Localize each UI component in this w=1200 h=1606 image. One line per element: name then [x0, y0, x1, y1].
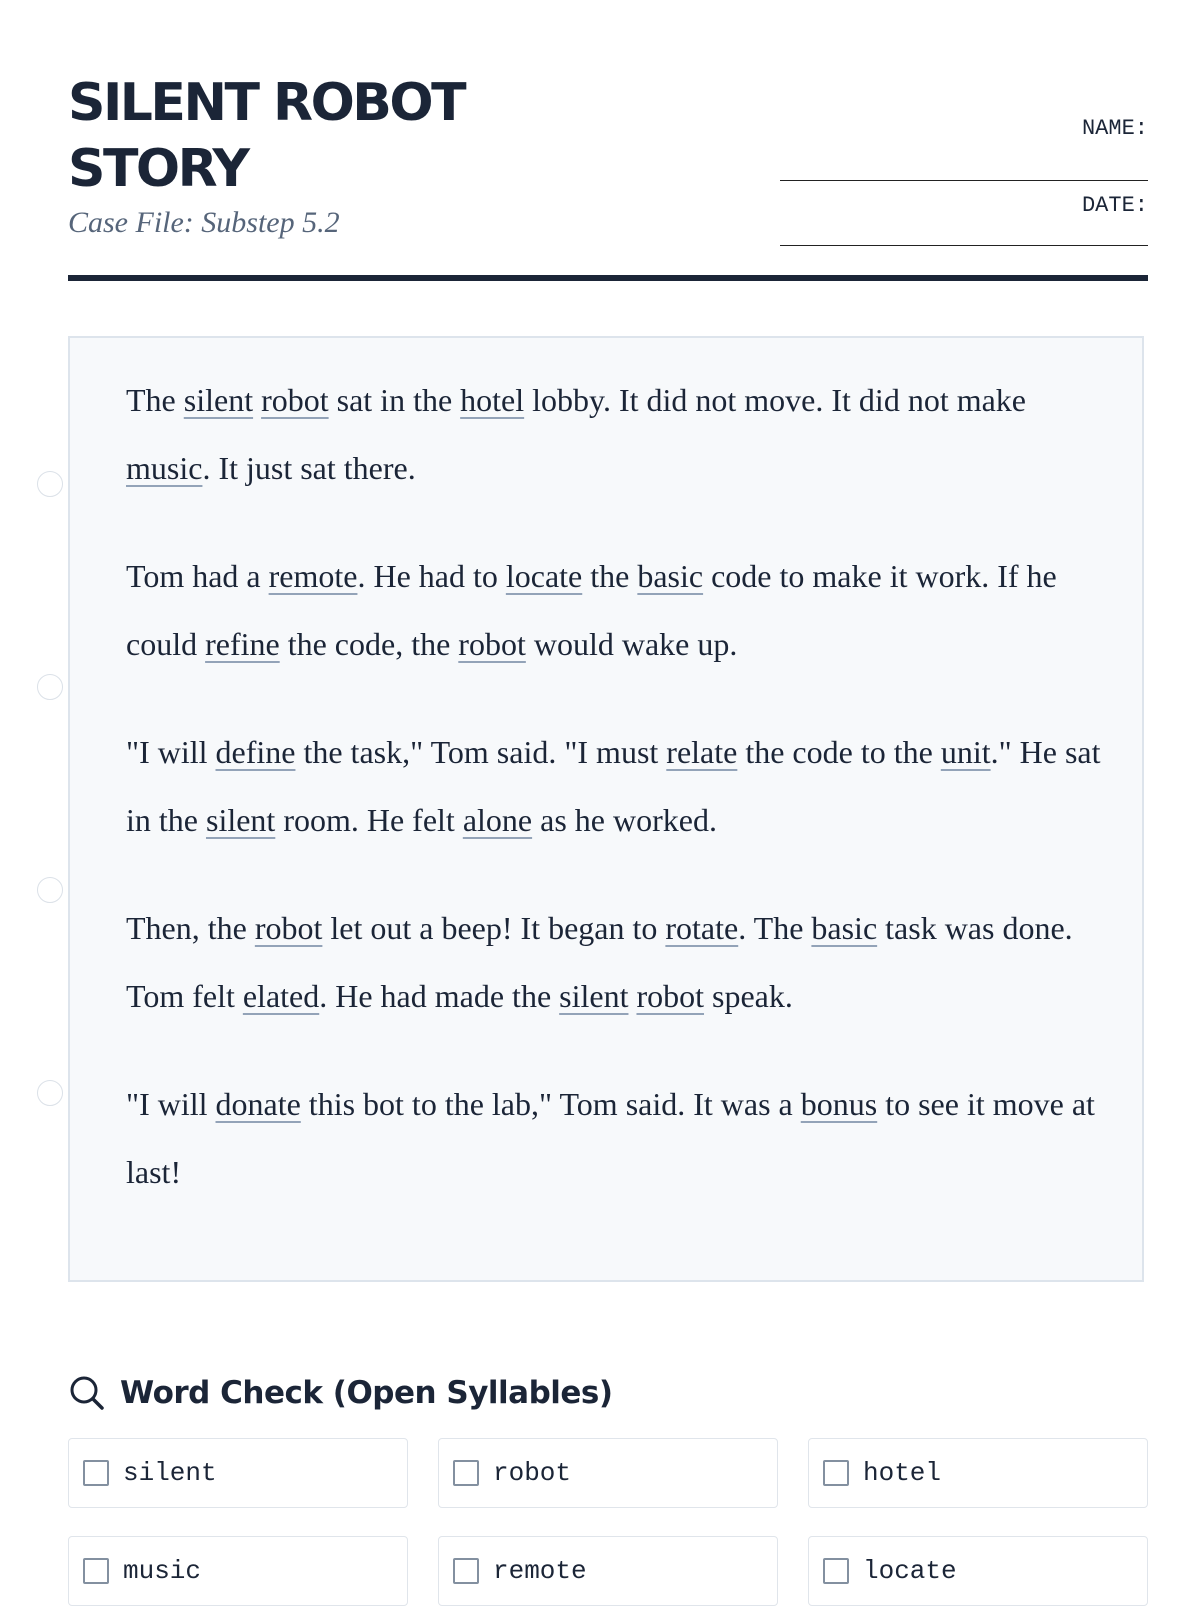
date-field[interactable] [780, 237, 1148, 246]
page-subtitle: Case File: Substep 5.2 [68, 206, 340, 239]
story-text: this bot to the lab," Tom said. It was a [300, 1086, 801, 1122]
story-text: let out a beep! It began to [322, 910, 666, 946]
word-checkbox[interactable] [823, 1558, 849, 1584]
story-text: task was done. Tom felt [126, 910, 1073, 1014]
title-line-1: SILENT ROBOT [68, 73, 465, 133]
title-line-2: STORY [68, 139, 248, 199]
story-text: the code to the [737, 734, 941, 770]
open-syllable-word: donate [215, 1086, 301, 1122]
open-syllable-word: silent [559, 978, 629, 1014]
open-syllable-word: robot [261, 382, 329, 418]
open-syllable-word: basic [811, 910, 878, 946]
word-checkbox[interactable] [823, 1460, 849, 1486]
word-check-label: music [123, 1556, 202, 1586]
story-text: The [126, 382, 184, 418]
open-syllable-word: remote [268, 558, 358, 594]
word-check-label: locate [863, 1556, 957, 1586]
story-text: . He had made the [319, 978, 560, 1014]
open-syllable-word: define [215, 734, 296, 770]
word-check-grid [68, 1438, 1148, 1606]
date-label: DATE: [1081, 193, 1148, 218]
story-text: as he worked. [532, 802, 717, 838]
story-text: room. He felt [275, 802, 463, 838]
word-check-label: robot [493, 1458, 572, 1488]
open-syllable-word: unit [940, 734, 991, 770]
story-paragraph [126, 542, 1102, 678]
story-text: "I will [126, 734, 216, 770]
word-check-heading [68, 1368, 613, 1418]
story-text: Tom had a [126, 558, 269, 594]
open-syllable-word: elated [242, 978, 320, 1014]
open-syllable-word: silent [183, 382, 254, 418]
story-text: Then, the [126, 910, 255, 946]
word-check-item[interactable] [438, 1536, 778, 1606]
open-syllable-word: refine [205, 626, 280, 662]
story-text: speak. [704, 978, 793, 1014]
story-paragraph [126, 366, 1102, 502]
word-check-title: Word Check (Open Syllables) [120, 1375, 613, 1411]
word-check-item[interactable] [68, 1536, 408, 1606]
story-paragraph [126, 894, 1102, 1030]
name-field[interactable] [780, 172, 1148, 181]
open-syllable-word: basic [637, 558, 704, 594]
story-text: "I will [126, 1086, 216, 1122]
word-check-item[interactable] [808, 1536, 1148, 1606]
story-panel [68, 336, 1144, 1282]
story-text: the task," Tom said. "I must [295, 734, 667, 770]
page-title [68, 70, 628, 202]
open-syllable-word: rotate [665, 910, 739, 946]
story-text: . The [738, 910, 812, 946]
story-text: ." He sat in the [126, 734, 1101, 838]
worksheet-header [68, 70, 1148, 280]
story-paragraph [126, 1070, 1102, 1206]
margin-marker [37, 471, 63, 497]
story-text: code to make it work. If he could [126, 558, 1057, 662]
word-check-item[interactable] [68, 1438, 408, 1508]
open-syllable-word: robot [458, 626, 526, 662]
open-syllable-word: hotel [460, 382, 525, 418]
word-checkbox[interactable] [453, 1460, 479, 1486]
story-text: lobby. It did not move. It did not make [524, 382, 1026, 418]
story-text: to see it move at last! [126, 1086, 1095, 1190]
open-syllable-word: music [126, 450, 203, 486]
story-text: sat in the [328, 382, 461, 418]
word-check-label: silent [123, 1458, 217, 1488]
story-paragraph [126, 718, 1102, 854]
story-text [253, 382, 261, 418]
open-syllable-word: silent [205, 802, 276, 838]
open-syllable-word: robot [636, 978, 705, 1014]
search-icon [68, 1374, 106, 1412]
margin-marker [37, 1080, 63, 1106]
open-syllable-word: alone [462, 802, 533, 838]
margin-marker [37, 674, 63, 700]
story-text: . It just sat there. [202, 450, 416, 486]
word-check-item[interactable] [808, 1438, 1148, 1508]
word-check-label: remote [493, 1556, 587, 1586]
word-checkbox[interactable] [83, 1460, 109, 1486]
open-syllable-word: bonus [800, 1086, 878, 1122]
word-checkbox[interactable] [83, 1558, 109, 1584]
margin-marker [37, 877, 63, 903]
story-text: . He had to [357, 558, 506, 594]
open-syllable-word: relate [666, 734, 738, 770]
open-syllable-word: locate [505, 558, 583, 594]
story-text: the [582, 558, 638, 594]
word-checkbox[interactable] [453, 1558, 479, 1584]
name-label: NAME: [1081, 116, 1148, 141]
word-check-label: hotel [863, 1458, 942, 1488]
open-syllable-word: robot [254, 910, 323, 946]
word-check-item[interactable] [438, 1438, 778, 1508]
story-text: the code, the [279, 626, 459, 662]
story-text: would wake up. [525, 626, 738, 662]
header-divider [68, 275, 1148, 281]
student-info [780, 116, 1148, 258]
